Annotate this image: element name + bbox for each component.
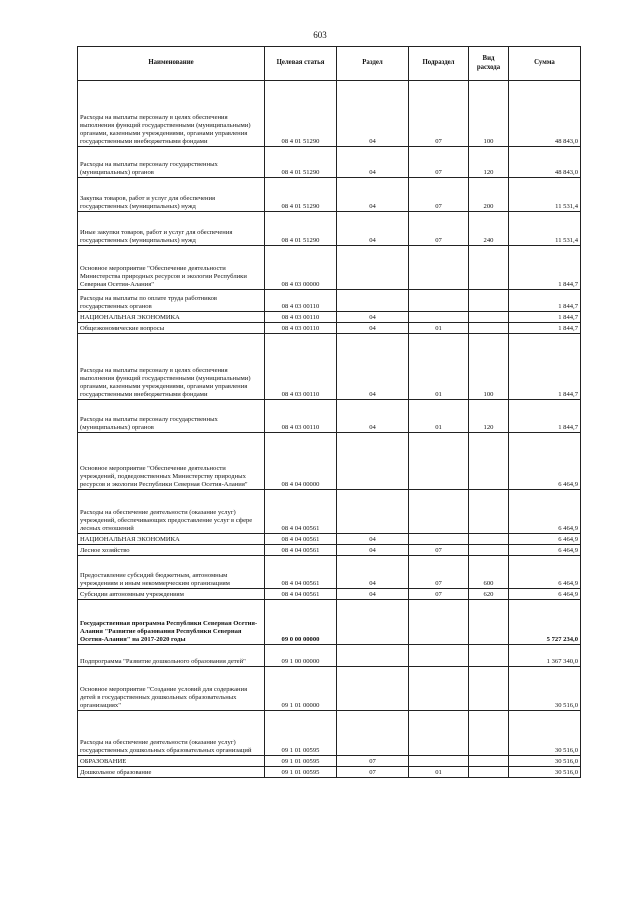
row-name: Основное мероприятие "Обеспечение деятельности учреждений, подведомственных Министерству природных ресурсов и экологии Республики Северная Осетия-Алания": [78, 433, 265, 490]
row-name: Расходы на выплаты персоналу государственных (муниципальных) органов: [78, 147, 265, 178]
row-subsection: 01: [409, 400, 469, 433]
row-expense-type: [469, 545, 509, 556]
row-name: Предоставление субсидий бюджетным, автономным учреждениям и иным некоммерческим организациям: [78, 556, 265, 589]
row-target-article: 09 0 00 00000: [265, 600, 337, 645]
row-target-article: 08 4 03 00110: [265, 400, 337, 433]
row-sum: 30 516,0: [509, 756, 581, 767]
table-row: [78, 178, 581, 212]
row-expense-type: 100: [469, 81, 509, 147]
table-row: [78, 534, 581, 545]
table-row: [78, 545, 581, 556]
row-name: Общеэкономические вопросы: [78, 323, 265, 334]
row-subsection: 01: [409, 323, 469, 334]
row-sum: 1 844,7: [509, 400, 581, 433]
row-section: 04: [337, 545, 409, 556]
row-expense-type: [469, 767, 509, 778]
row-subsection: 07: [409, 556, 469, 589]
row-target-article: 08 4 01 51290: [265, 212, 337, 246]
row-sum: 30 516,0: [509, 667, 581, 711]
row-name: Основное мероприятие "Создание условий для содержания детей в государственных дошкольных образовательных организациях": [78, 667, 265, 711]
row-expense-type: 600: [469, 556, 509, 589]
row-expense-type: 120: [469, 147, 509, 178]
header-expense-type: Вид расхода: [469, 47, 509, 81]
row-name: Расходы на выплаты персоналу в целях обеспечения выполнения функций государственными (муниципальными) органами, казенными учреждениями, органами управления государственными внебюджетными фондами: [78, 334, 265, 400]
row-expense-type: 620: [469, 589, 509, 600]
row-expense-type: [469, 323, 509, 334]
table-row: [78, 334, 581, 400]
row-target-article: 08 4 03 00110: [265, 323, 337, 334]
row-target-article: 08 4 04 00561: [265, 589, 337, 600]
table-row: [78, 81, 581, 147]
row-section: 04: [337, 334, 409, 400]
row-section: 04: [337, 178, 409, 212]
row-subsection: 01: [409, 767, 469, 778]
row-sum: 30 516,0: [509, 767, 581, 778]
row-section: [337, 290, 409, 312]
row-subsection: [409, 645, 469, 667]
table-row: [78, 556, 581, 589]
row-subsection: 01: [409, 334, 469, 400]
row-sum: 1 844,7: [509, 334, 581, 400]
row-target-article: 08 4 04 00561: [265, 545, 337, 556]
row-section: 04: [337, 556, 409, 589]
row-sum: 1 844,7: [509, 290, 581, 312]
row-expense-type: 100: [469, 334, 509, 400]
table-row: [78, 312, 581, 323]
row-subsection: [409, 711, 469, 756]
row-name: Лесное хозяйство: [78, 545, 265, 556]
row-name: Иные закупки товаров, работ и услуг для обеспечения государственных (муниципальных) нужд: [78, 212, 265, 246]
row-expense-type: [469, 246, 509, 290]
row-target-article: 09 1 01 00000: [265, 667, 337, 711]
row-subsection: 07: [409, 178, 469, 212]
row-sum: 6 464,9: [509, 490, 581, 534]
row-target-article: 08 4 04 00000: [265, 433, 337, 490]
row-sum: 11 531,4: [509, 212, 581, 246]
table-row: [78, 490, 581, 534]
row-target-article: 08 4 03 00110: [265, 334, 337, 400]
row-expense-type: [469, 433, 509, 490]
row-expense-type: [469, 667, 509, 711]
row-subsection: 07: [409, 81, 469, 147]
row-section: [337, 667, 409, 711]
row-sum: 11 531,4: [509, 178, 581, 212]
table-row: [78, 600, 581, 645]
row-name: Расходы на обеспечение деятельности (оказание услуг) государственных дошкольных образовательных организаций: [78, 711, 265, 756]
table-row: [78, 323, 581, 334]
row-subsection: [409, 312, 469, 323]
row-section: 07: [337, 767, 409, 778]
table-header: [78, 47, 581, 81]
row-sum: 6 464,9: [509, 433, 581, 490]
row-sum: 6 464,9: [509, 589, 581, 600]
header-sum: Сумма: [509, 47, 581, 81]
row-name: Расходы на обеспечение деятельности (оказание услуг) учреждений, обеспечивающих предоставление услуг в сфере лесных отношений: [78, 490, 265, 534]
row-sum: 5 727 234,0: [509, 600, 581, 645]
table-row: [78, 589, 581, 600]
row-section: 04: [337, 534, 409, 545]
row-expense-type: [469, 711, 509, 756]
table-row: [78, 711, 581, 756]
row-subsection: [409, 246, 469, 290]
row-expense-type: [469, 534, 509, 545]
row-subsection: [409, 534, 469, 545]
row-name: НАЦИОНАЛЬНАЯ ЭКОНОМИКА: [78, 534, 265, 545]
row-target-article: 08 4 04 00561: [265, 556, 337, 589]
row-subsection: [409, 667, 469, 711]
row-section: [337, 711, 409, 756]
header-subsection: Подраздел: [409, 47, 469, 81]
row-section: 07: [337, 756, 409, 767]
row-subsection: 07: [409, 147, 469, 178]
row-name: Государственная программа Республики Северная Осетия-Алания "Развитие образования Республики Северная Осетия-Алания" на 2017-2020 годы: [78, 600, 265, 645]
row-sum: 30 516,0: [509, 711, 581, 756]
row-expense-type: 200: [469, 178, 509, 212]
row-target-article: 09 1 01 00595: [265, 756, 337, 767]
row-target-article: 08 4 03 00000: [265, 246, 337, 290]
row-section: 04: [337, 81, 409, 147]
row-section: [337, 490, 409, 534]
row-subsection: [409, 290, 469, 312]
row-sum: 48 843,0: [509, 147, 581, 178]
row-sum: 1 844,7: [509, 323, 581, 334]
row-name: Основное мероприятие "Обеспечение деятельности Министерства природных ресурсов и экологии Республики Северная Осетия-Алания": [78, 246, 265, 290]
header-section: Раздел: [337, 47, 409, 81]
table-row: [78, 433, 581, 490]
row-name: Расходы на выплаты по оплате труда работников государственных органов: [78, 290, 265, 312]
table-row: [78, 400, 581, 433]
row-section: 04: [337, 400, 409, 433]
row-expense-type: 120: [469, 400, 509, 433]
row-name: НАЦИОНАЛЬНАЯ ЭКОНОМИКА: [78, 312, 265, 323]
row-target-article: 09 1 01 00595: [265, 711, 337, 756]
row-sum: 6 464,9: [509, 534, 581, 545]
row-sum: 48 843,0: [509, 81, 581, 147]
row-section: 04: [337, 312, 409, 323]
row-target-article: 08 4 01 51290: [265, 147, 337, 178]
row-expense-type: [469, 490, 509, 534]
table-row: [78, 767, 581, 778]
row-name: Закупка товаров, работ и услуг для обеспечения государственных (муниципальных) нужд: [78, 178, 265, 212]
table-row: [78, 667, 581, 711]
row-target-article: 08 4 04 00561: [265, 490, 337, 534]
row-target-article: 08 4 03 00110: [265, 312, 337, 323]
row-section: [337, 246, 409, 290]
row-target-article: 08 4 03 00110: [265, 290, 337, 312]
table-row: [78, 246, 581, 290]
row-name: Подпрограмма "Развитие дошкольного образования детей": [78, 645, 265, 667]
row-sum: 6 464,9: [509, 556, 581, 589]
row-name: Расходы на выплаты персоналу государственных (муниципальных) органов: [78, 400, 265, 433]
header-name: Наименование: [78, 47, 265, 81]
table-row: [78, 290, 581, 312]
row-target-article: 08 4 01 51290: [265, 81, 337, 147]
row-sum: 6 464,9: [509, 545, 581, 556]
row-subsection: [409, 600, 469, 645]
row-subsection: [409, 490, 469, 534]
row-section: 04: [337, 212, 409, 246]
row-section: 04: [337, 323, 409, 334]
page-number: 603: [313, 30, 327, 40]
row-target-article: 08 4 01 51290: [265, 178, 337, 212]
row-subsection: [409, 433, 469, 490]
row-name: ОБРАЗОВАНИЕ: [78, 756, 265, 767]
row-subsection: 07: [409, 212, 469, 246]
table-body: [78, 81, 581, 778]
row-name: Субсидии автономным учреждениям: [78, 589, 265, 600]
row-target-article: 09 1 00 00000: [265, 645, 337, 667]
table-row: [78, 147, 581, 178]
table-row: [78, 212, 581, 246]
row-name: Дошкольное образование: [78, 767, 265, 778]
row-name: Расходы на выплаты персоналу в целях обеспечения выполнения функций государственными (муниципальными) органами, казенными учреждениями, органами управления государственными внебюджетными фондами: [78, 81, 265, 147]
row-section: [337, 645, 409, 667]
row-expense-type: 240: [469, 212, 509, 246]
row-target-article: 08 4 04 00561: [265, 534, 337, 545]
row-target-article: 09 1 01 00595: [265, 767, 337, 778]
header-target-article: Целевая статья: [265, 47, 337, 81]
row-sum: 1 844,7: [509, 246, 581, 290]
table-row: [78, 756, 581, 767]
table-row: [78, 645, 581, 667]
row-section: [337, 600, 409, 645]
row-section: 04: [337, 147, 409, 178]
row-sum: 1 844,7: [509, 312, 581, 323]
row-expense-type: [469, 645, 509, 667]
row-subsection: 07: [409, 589, 469, 600]
row-expense-type: [469, 312, 509, 323]
row-subsection: [409, 756, 469, 767]
row-expense-type: [469, 600, 509, 645]
row-expense-type: [469, 290, 509, 312]
row-section: [337, 433, 409, 490]
row-section: 04: [337, 589, 409, 600]
row-sum: 1 367 340,0: [509, 645, 581, 667]
row-expense-type: [469, 756, 509, 767]
row-subsection: 07: [409, 545, 469, 556]
budget-table: [77, 46, 581, 778]
